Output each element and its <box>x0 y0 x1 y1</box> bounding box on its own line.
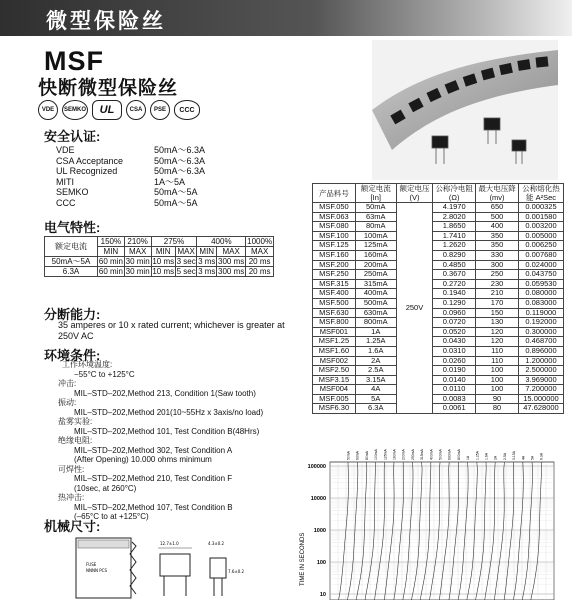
value-cell: 300 ms <box>218 257 245 266</box>
section-breaking: 分断能力: <box>44 307 101 322</box>
voltage-drop-cell: 80 <box>476 404 519 414</box>
series-label: 400mA <box>429 449 434 460</box>
cold-resistance-cell: 0.1290 <box>433 298 476 308</box>
rated-current-cell: 630mA <box>355 308 396 318</box>
rated-current-cell: 2A <box>355 356 396 366</box>
sub-header: MIN <box>98 247 125 257</box>
part-number-cell: MSF1.25 <box>313 337 356 347</box>
y-tick-label: 10000 <box>310 496 326 502</box>
value-cell: 3 ms <box>198 267 216 276</box>
series-label: 315mA <box>420 449 425 460</box>
series-label: 3.15A <box>512 451 517 460</box>
col-header: 额定电压 (V) <box>396 184 433 203</box>
cold-resistance-cell: 0.8290 <box>433 250 476 260</box>
cold-resistance-cell: 1.8650 <box>433 222 476 232</box>
csa-logo: CSA <box>126 100 146 120</box>
melting-i2t-cell: 0.043750 <box>519 270 564 280</box>
fuse-body <box>160 554 190 576</box>
col-header: 额定电流 [In] <box>355 184 396 203</box>
melting-i2t-cell: 47.628000 <box>519 404 564 414</box>
env-text: −55°C to +125°C <box>74 369 135 379</box>
pct-210: 210% <box>124 237 151 247</box>
melting-i2t-cell: 0.896000 <box>519 346 564 356</box>
value-cell: 30 min <box>125 257 150 266</box>
header-banner <box>0 0 572 36</box>
cert-row: MITI 1A～5A <box>56 176 186 187</box>
cold-resistance-cell: 2.8020 <box>433 212 476 222</box>
part-number-cell: MSF004 <box>313 385 356 395</box>
col-header: 产品料号 <box>313 184 356 203</box>
cold-resistance-cell: 4.1970 <box>433 203 476 213</box>
voltage-drop-cell: 300 <box>476 260 519 270</box>
value-cell: 60 min <box>98 257 123 266</box>
value-cell: 10 ms <box>152 267 175 276</box>
part-number-cell: MSF.063 <box>313 212 356 222</box>
section-certification: 安全认证: <box>44 129 101 144</box>
voltage-drop-cell: 120 <box>476 327 519 337</box>
cold-resistance-cell: 0.1940 <box>433 289 476 299</box>
cert-row: CCC 50mA～5A <box>56 197 198 208</box>
fuse-front-body <box>210 558 226 578</box>
value-cell: 10 ms <box>152 257 175 266</box>
sub-header: MAX <box>175 247 197 257</box>
value-cell: 60 min <box>98 267 123 276</box>
rated-current-cell: 160mA <box>355 250 396 260</box>
series-label: 630mA <box>447 449 452 460</box>
table-row <box>313 203 564 213</box>
part-number-cell: MSF.630 <box>313 308 356 318</box>
voltage-drop-cell: 110 <box>476 346 519 356</box>
cold-resistance-cell: 0.2720 <box>433 279 476 289</box>
melting-i2t-cell: 0.001580 <box>519 212 564 222</box>
env-label: 可焊性: <box>58 464 85 474</box>
col-header: 最大电压降 (mv) <box>476 184 519 203</box>
series-label: 6.3A <box>539 453 544 460</box>
table-row <box>313 270 564 280</box>
cert-row: UL Recognized 50mA～6.3A <box>56 166 206 177</box>
series-label: 80mA <box>364 451 369 460</box>
melting-i2t-cell: 0.024000 <box>519 260 564 270</box>
range-cell: 6.3A <box>45 267 98 277</box>
value-cell: 20 ms <box>246 257 274 267</box>
env-text: (–65°C to at +125°C) <box>74 512 149 521</box>
part-number-cell: MSF2.50 <box>313 366 356 376</box>
series-label: 1A <box>466 455 471 460</box>
series-label: 2A <box>493 455 498 460</box>
voltage-drop-cell: 400 <box>476 222 519 232</box>
melting-i2t-cell: 0.119000 <box>519 308 564 318</box>
value-cell: 20 ms <box>246 267 274 277</box>
cold-resistance-cell: 0.0310 <box>433 346 476 356</box>
voltage-drop-cell: 120 <box>476 337 519 347</box>
rated-current-cell: 1.25A <box>355 337 396 347</box>
reel-label-2: NNNN PCS <box>86 568 107 573</box>
part-number-cell: MSF.315 <box>313 279 356 289</box>
cold-resistance-cell: 0.0140 <box>433 375 476 385</box>
melting-i2t-cell: 0.059530 <box>519 279 564 289</box>
rated-current-cell: 63mA <box>355 212 396 222</box>
table-row <box>313 289 564 299</box>
melting-i2t-cell: 7.200000 <box>519 385 564 395</box>
sub-header: MAX <box>246 247 274 257</box>
melting-i2t-cell: 0.006250 <box>519 241 564 251</box>
col-header: 公称冷电阻 (Ω) <box>433 184 476 203</box>
melting-i2t-cell: 0.300000 <box>519 327 564 337</box>
voltage-drop-cell: 210 <box>476 289 519 299</box>
dim-label-2: 4.3±0.2 <box>208 541 225 546</box>
rated-current-header: 额定电流 <box>45 237 98 257</box>
voltage-drop-cell: 90 <box>476 394 519 404</box>
model-name: MSF <box>44 46 104 76</box>
rated-voltage-cell: 250V <box>396 203 433 414</box>
sub-header: MIN <box>197 247 217 257</box>
rated-current-cell: 3.15A <box>355 375 396 385</box>
series-label: 250mA <box>410 449 415 460</box>
melting-i2t-cell: 0.003200 <box>519 222 564 232</box>
table-row <box>313 385 564 395</box>
series-label: 4A <box>521 455 526 460</box>
part-number-cell: MSF002 <box>313 356 356 366</box>
pct-1000: 1000% <box>247 237 273 246</box>
part-number-cell: MSF.005 <box>313 394 356 404</box>
table-row <box>313 250 564 260</box>
env-text: (10sec, at 260°C) <box>74 483 137 493</box>
pct-400: 400% <box>197 237 246 247</box>
cert-row: CSA Acceptance 50mA～6.3A <box>56 155 206 166</box>
part-number-cell: MSF001 <box>313 327 356 337</box>
y-tick-label: 100000 <box>307 464 326 470</box>
series-label: 5A <box>530 455 535 460</box>
cold-resistance-cell: 1.2620 <box>433 241 476 251</box>
table-row <box>313 404 564 414</box>
pse-logo: PSE <box>150 100 170 120</box>
table-row <box>313 298 564 308</box>
cold-resistance-cell: 0.0430 <box>433 337 476 347</box>
env-text: MIL–STD–202,Method 210, Test Condition F <box>74 474 233 483</box>
melting-i2t-cell: 0.468700 <box>519 337 564 347</box>
table-row <box>313 337 564 347</box>
value-cell: 300 ms <box>218 267 245 276</box>
section-environment: 环境条件: <box>44 348 101 363</box>
sub-header: MAX <box>124 247 151 257</box>
env-label: 工作环境温度: <box>62 360 113 369</box>
env-label: 冲击: <box>58 379 77 388</box>
cold-resistance-cell: 0.0520 <box>433 327 476 337</box>
environment-list <box>58 360 308 522</box>
env-text: MIL–STD–202,Method 101, Test Condition B(48Hrs) <box>74 426 260 436</box>
env-text: MIL–STD–202,Method 213, Condition 1(Saw tooth) <box>74 388 256 398</box>
value-cell: 30 min <box>125 267 150 276</box>
range-cell: 50mA～5A <box>45 257 98 267</box>
series-label: 1.6A <box>484 453 489 460</box>
product-photo <box>372 40 558 180</box>
part-number-cell: MSF.800 <box>313 318 356 328</box>
rated-current-cell: 6.3A <box>355 404 396 414</box>
voltage-drop-cell: 350 <box>476 241 519 251</box>
semko-logo: SEMKO <box>62 100 88 120</box>
melting-i2t-cell: 1.200000 <box>519 356 564 366</box>
rated-current-cell: 125mA <box>355 241 396 251</box>
rated-current-cell: 400mA <box>355 289 396 299</box>
y-tick-label: 1000 <box>313 528 326 534</box>
rated-current-cell: 4A <box>355 385 396 395</box>
series-label: 125mA <box>383 449 388 460</box>
cold-resistance-cell: 0.0190 <box>433 366 476 376</box>
cert-row: SEMKO 50mA～5A <box>56 187 198 198</box>
rated-current-cell: 250mA <box>355 270 396 280</box>
part-number-cell: MSF.200 <box>313 260 356 270</box>
cold-resistance-cell: 0.0960 <box>433 308 476 318</box>
rated-current-cell: 1.6A <box>355 346 396 356</box>
series-label: 63mA <box>355 451 360 460</box>
product-subtitle: 快断微型保险丝 <box>38 78 179 99</box>
header-title: 微型保险丝 <box>46 8 166 33</box>
rated-current-cell: 5A <box>355 394 396 404</box>
rated-current-cell: 1A <box>355 327 396 337</box>
ccc-logo: CCC <box>174 100 200 120</box>
melting-i2t-cell: 2.500000 <box>519 366 564 376</box>
series-label: 50mA <box>346 451 351 460</box>
voltage-drop-cell: 150 <box>476 308 519 318</box>
env-label: 绝缘电阻: <box>58 436 93 445</box>
env-label: 热冲击: <box>58 493 85 502</box>
part-number-cell: MSF.080 <box>313 222 356 232</box>
voltage-drop-cell: 130 <box>476 318 519 328</box>
melting-i2t-cell: 15.000000 <box>519 394 564 404</box>
voltage-drop-cell: 250 <box>476 270 519 280</box>
dim-label-1: 12.7±1.0 <box>160 541 179 546</box>
voltage-drop-cell: 230 <box>476 279 519 289</box>
rated-current-cell: 200mA <box>355 260 396 270</box>
part-number-cell: MSF.400 <box>313 289 356 299</box>
y-tick-label: 100 <box>316 560 326 566</box>
table-row <box>313 346 564 356</box>
series-label: 160mA <box>392 449 397 460</box>
table-row <box>45 257 274 267</box>
rated-current-cell: 2.5A <box>355 366 396 376</box>
series-label: 800mA <box>456 449 461 460</box>
cert-row: VDE 50mA～6.3A <box>56 145 206 155</box>
voltage-drop-cell: 100 <box>476 375 519 385</box>
mechanical-drawing <box>52 528 245 600</box>
rated-current-cell: 50mA <box>355 203 396 213</box>
series-label: 100mA <box>374 449 379 460</box>
env-label: 振动: <box>58 398 77 407</box>
env-text: MIL–STD–202,Method 107, Test Condition B <box>74 502 233 512</box>
pct-150: 150% <box>98 237 125 247</box>
sub-header: MAX <box>217 247 246 257</box>
section-mechanical: 机械尺寸: <box>44 519 101 534</box>
certification-logos <box>38 99 224 121</box>
voltage-drop-cell: 330 <box>476 250 519 260</box>
value-cell: 5 sec <box>176 267 196 276</box>
series-label: 2.5A <box>502 453 507 460</box>
value-cell: 3 sec <box>176 257 196 266</box>
voltage-drop-cell: 170 <box>476 298 519 308</box>
env-text: MIL–STD–202,Method 302, Test Condition A <box>74 445 233 455</box>
melting-i2t-cell: 3.969000 <box>519 375 564 385</box>
vde-logo: VDE <box>38 100 58 120</box>
voltage-drop-cell: 110 <box>476 356 519 366</box>
part-number-cell: MSF1.60 <box>313 346 356 356</box>
spec-table <box>312 183 564 414</box>
series-label: 500mA <box>438 449 443 460</box>
ul-logo: UL <box>92 100 122 120</box>
cold-resistance-cell: 0.0720 <box>433 318 476 328</box>
sub-header: MIN <box>151 247 175 257</box>
part-number-cell: MSF.250 <box>313 270 356 280</box>
series-label: 1.25A <box>475 451 480 460</box>
melting-i2t-cell: 0.192000 <box>519 318 564 328</box>
rated-current-cell: 315mA <box>355 279 396 289</box>
part-number-cell: MSF.100 <box>313 231 356 241</box>
part-number-cell: MSF6.30 <box>313 404 356 414</box>
part-number-cell: MSF.050 <box>313 203 356 213</box>
y-tick-label: 10 <box>319 592 326 598</box>
part-number-cell: MSF3.15 <box>313 375 356 385</box>
melting-i2t-cell: 0.000325 <box>519 203 564 213</box>
table-row <box>313 318 564 328</box>
rated-current-cell: 800mA <box>355 318 396 328</box>
reel-top <box>78 540 129 548</box>
cold-resistance-cell: 1.7410 <box>433 231 476 241</box>
part-number-cell: MSF.160 <box>313 250 356 260</box>
cold-resistance-cell: 0.0083 <box>433 394 476 404</box>
dim-label-3: 7.6±0.2 <box>228 569 245 574</box>
breaking-capacity-text: 35 amperes or 10 x rated current; whichever is greater at 250V AC <box>58 320 285 341</box>
voltage-drop-cell: 350 <box>476 231 519 241</box>
table-row <box>313 222 564 232</box>
cold-resistance-cell: 0.4850 <box>433 260 476 270</box>
melting-i2t-cell: 0.080000 <box>519 289 564 299</box>
env-label: 盐雾实验: <box>58 417 93 426</box>
rated-current-cell: 80mA <box>355 222 396 232</box>
part-number-cell: MSF.125 <box>313 241 356 251</box>
certification-list <box>56 145 246 209</box>
melting-i2t-cell: 0.007680 <box>519 250 564 260</box>
voltage-drop-cell: 500 <box>476 212 519 222</box>
section-electrical: 电气特性: <box>44 220 101 235</box>
series-label: 200mA <box>401 449 406 460</box>
cold-resistance-cell: 0.0061 <box>433 404 476 414</box>
cold-resistance-cell: 0.3670 <box>433 270 476 280</box>
voltage-drop-cell: 100 <box>476 366 519 376</box>
value-cell: 3 ms <box>198 257 216 266</box>
melting-i2t-cell: 0.083000 <box>519 298 564 308</box>
voltage-drop-cell: 100 <box>476 385 519 395</box>
table-row <box>45 267 274 277</box>
part-number-cell: MSF.500 <box>313 298 356 308</box>
melting-i2t-cell: 0.005000 <box>519 231 564 241</box>
env-text: (After Opening) 10.000 ohms minimum <box>74 455 212 464</box>
cold-resistance-cell: 0.0260 <box>433 356 476 366</box>
cold-resistance-cell: 0.0110 <box>433 385 476 395</box>
rated-current-cell: 100mA <box>355 231 396 241</box>
reel-label-1: FUSE <box>86 562 97 567</box>
voltage-drop-cell: 650 <box>476 203 519 213</box>
rated-current-cell: 500mA <box>355 298 396 308</box>
electrical-table <box>44 236 274 277</box>
y-axis-label: TIME IN SECONDS <box>300 532 306 586</box>
time-current-chart <box>290 436 562 600</box>
env-text: MIL–STD–202,Method 201(10~55Hz x 3axis/no load) <box>74 407 264 417</box>
col-header: 公称熔化热能 A²Sec <box>519 184 564 203</box>
pct-275: 275% <box>151 237 197 247</box>
table-row <box>313 366 564 376</box>
